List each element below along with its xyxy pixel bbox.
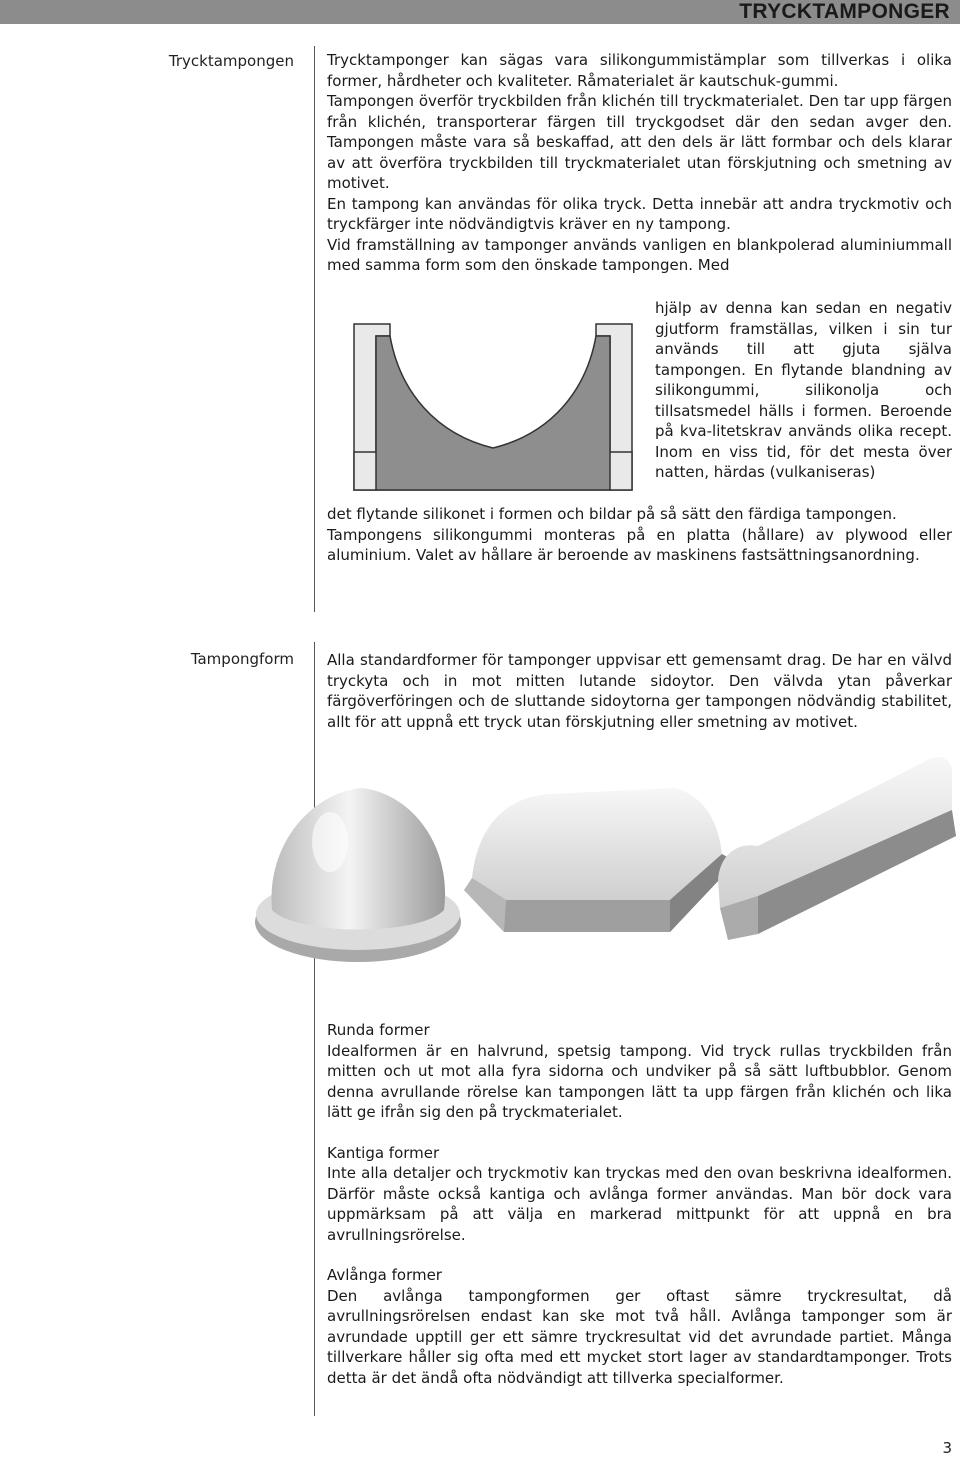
section1-rule bbox=[314, 46, 315, 612]
section1-bottom-text bbox=[327, 504, 952, 566]
section2-subsections bbox=[327, 1020, 952, 1388]
subsection-body-avlanga: Den avlånga tampongformen ger oftast sämre tryckresultat, då avrullningsrörelsen endast kan ske mot två håll. Avlånga tamponger som är avrundade upptill ger ett sämre tryckresultat vid det avrundade partiet. Många tillverkare håller sig ofta med ett mycket stort lager av standardtamponger. Trots detta är det ändå ofta nödvändigt att tillverka specialformer. bbox=[327, 1286, 952, 1387]
section1-wrap-text: hjälp av denna kan sedan en negativ gjutform framställas, vilken i sin tur används till att gjuta själva tampongen. En flytande blandning av silikongummi, silikonolja och tillsatsmedel hälls i formen. Beroende på kva-litetskrav används olika recept. Inom en viss tid, för det mesta över natten, härdas (vulkaniseras) bbox=[655, 299, 952, 481]
section2-intro-text: Alla standardformer för tamponger uppvisar ett gemensamt drag. De har en välvd tryckyta och in mot mitten lutande sidoytor. Den välvda ytan påverkar färgöverföringen och de sluttande sidoytorna ger tampongen nödvändig stabilitet, allt för att uppnå ett tryck utan förskjutning eller smetning av motivet. bbox=[327, 651, 952, 731]
paragraph: Tampongens silikongummi monteras på en platta (hållare) av plywood eller aluminium. Valet av hållare är beroende av maskinens fastsättningsanordning. bbox=[327, 525, 952, 564]
elongated-pad-icon bbox=[718, 757, 956, 940]
square-pad-icon bbox=[464, 788, 736, 932]
page-number: 3 bbox=[942, 1439, 952, 1457]
subsection-heading-runda: Runda former bbox=[327, 1021, 430, 1039]
subsection-heading-avlanga: Avlånga former bbox=[327, 1266, 442, 1284]
round-pad-icon bbox=[255, 788, 461, 962]
pad-shapes-illustration bbox=[250, 750, 960, 1010]
paragraph: En tampong kan användas för olika tryck. Detta innebär att andra tryckmotiv och tryckfärger inte nödvändigtvis kräver en ny tampong. bbox=[327, 194, 952, 233]
paragraph: Trycktamponger kan sägas vara silikongummistämplar som tillverkas i olika former, hårdheter och kvaliteter. Råmaterialet är kautschuk-gummi. bbox=[327, 51, 952, 90]
section-label-tampongform: Tampongform bbox=[190, 650, 294, 668]
paragraph: Vid framställning av tamponger används vanligen en blankpolerad aluminiummall med samma form som den önskade tampongen. Med bbox=[327, 235, 952, 274]
section-label-trycktampongen: Trycktampongen bbox=[168, 52, 294, 70]
page-header-title: TRYCKTAMPONGER bbox=[739, 0, 950, 23]
paragraph: det flytande silikonet i formen och bildar på så sätt den färdiga tampongen. bbox=[327, 505, 897, 523]
paragraph: Tampongen överför tryckbilden från klichén till tryckmaterialet. Den tar upp färgen från klichén, transporterar färgen till tryckgodset där den sedan avger den. Tampongen måste vara så beskaffad, att den dels är lätt formbar och dels klarar av att överföra tryckbilden till tryckmaterialet utan förskjutning och smetning av motivet. bbox=[327, 92, 952, 192]
subsection-heading-kantiga: Kantiga former bbox=[327, 1143, 440, 1162]
subsection-body-runda: Idealformen är en halvrund, spetsig tampong. Vid tryck rullas tryckbilden från mitten och ut mot alla fyra sidorna och undviker på så sätt luftbubblor. Genom denna avrullande rörelse kan tampongen lätt ta upp färgen från klichén och lika lätt ge ifrån sig den på tryckmaterialet. bbox=[327, 1041, 952, 1121]
mold-cross-section-illustration bbox=[348, 322, 638, 492]
section1-top-text bbox=[327, 50, 952, 276]
subsection-body-kantiga: Inte alla detaljer och tryckmotiv kan tryckas med den ovan beskrivna idealformen. Därför måste också kantiga och avlånga former användas. Man bör dock vara uppmärksam på att välja en markerad mittpunkt för att uppnå en bra avrullningsrörelse. bbox=[327, 1164, 952, 1244]
